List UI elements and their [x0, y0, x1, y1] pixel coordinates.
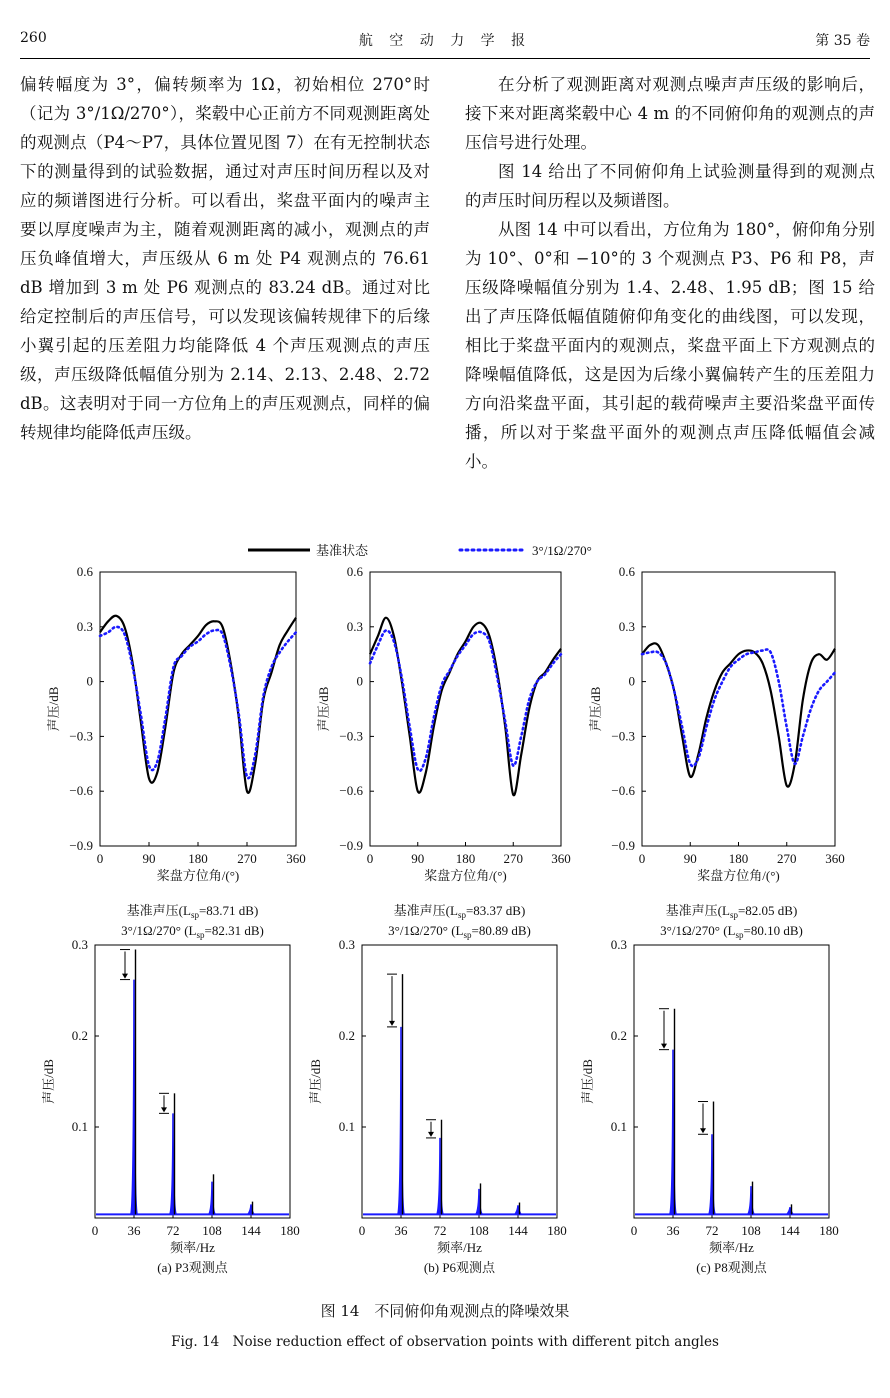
spectrum-header-controlled: 3°/1Ω/270° ($L_{sp}=80.10$ dB): [660, 923, 803, 940]
spectrum-header-baseline: 基准声压($L_{sp}=82.05$ dB): [665, 903, 798, 920]
x-tick-label: 144: [508, 1223, 528, 1238]
x-tick-label: 108: [202, 1223, 222, 1238]
volume-label: 第 35 卷: [815, 33, 870, 49]
paragraph: 从图 14 中可以看出，方位角为 180°，俯仰角分别为 10°、0°和 −10°的 3 个观测点 P3、P6 和 P8，声压级降噪幅值分别为 1.4、2.48、1.95 dB；图 15 给出了声压降低幅值随俯仰角变化的曲线图，可以发现，相比于桨盘平面内的观测点，桨盘平面上下方观测点的降噪幅值降低，这是因为后缘小翼偏转产生的压差阻力方向沿桨盘平面，其引起的载荷噪声主要沿桨盘平面传播，所以对于桨盘平面外的观测点声压降低幅值会减小。: [465, 220, 875, 471]
y-tick-label: 0.2: [338, 1028, 355, 1043]
y-tick-label: 0.3: [610, 937, 627, 952]
spectrum-header-baseline: 基准声压($L_{sp}=83.71$ dB): [126, 903, 259, 920]
spectrum-peak-controlled: [786, 1207, 794, 1214]
y-tick-label: 0.3: [338, 937, 355, 952]
paragraph: 偏转幅度为 3°，偏转频率为 1Ω，初始相位 270°时（记为 3°/1Ω/270°），桨毂中心正前方不同观测距离处的观测点（P4～P7，具体位置见图 7）在有无控制状态下的测量得到的试验数据，通过对声压时间历程以及对应的频谱图进行分析。可以看出，桨盘平面内的噪声主要以厚度噪声为主，随着观测距离的减小，观测点的声压负峰值增大，声压级从 6 m 处 P4 观测点的 76.61 dB 增加到 3 m 处 P6 观测点的 83.24 dB。通过对比给定控制后的声压信号，可以发现该偏转规律下的后缘小翼引起的压差阻力均能降低 4 个声压观测点的声压级，声压级降低幅值分别为 2.14、2.13、2.48、2.72 dB。这表明对于同一方位角上的声压观测点，同样的偏转规律均能降低声压级。: [20, 75, 430, 442]
x-tick-label: 72: [433, 1223, 447, 1238]
x-tick-label: 90: [142, 851, 156, 866]
x-axis-label: 频率/Hz: [437, 1240, 482, 1255]
time-history-panel-1: [46, 564, 306, 883]
x-axis-label: 频率/Hz: [170, 1240, 215, 1255]
x-tick-label: 360: [551, 851, 571, 866]
y-tick-label: 0.3: [76, 618, 93, 634]
y-tick-label: 0.3: [346, 618, 363, 634]
x-tick-label: 180: [188, 851, 208, 866]
x-tick-label: 72: [705, 1223, 719, 1238]
spectrum-header-controlled: 3°/1Ω/270° ($L_{sp}=80.89$ dB): [388, 923, 531, 940]
y-tick-label: 0.6: [346, 564, 363, 579]
y-tick-label: 0.1: [610, 1119, 627, 1134]
y-tick-label: 0.3: [71, 937, 88, 952]
x-tick-label: 36: [666, 1223, 680, 1238]
spectrum-peak-controlled: [169, 1113, 177, 1214]
y-tick-label: 0.3: [618, 618, 635, 634]
axes-frame: [370, 572, 561, 846]
x-tick-label: 72: [166, 1223, 180, 1238]
y-tick-label: −0.3: [339, 728, 363, 744]
y-tick-label: −0.6: [69, 783, 93, 799]
y-tick-label: 0: [356, 673, 363, 689]
x-tick-label: 0: [96, 851, 104, 866]
x-axis-label: 桨盘方位角/(°): [697, 868, 780, 883]
spectrum-panel-3: [580, 903, 839, 1275]
spectrum-panel-2: [308, 903, 567, 1275]
x-tick-label: 108: [469, 1223, 489, 1238]
spectrum-panel-1: [41, 903, 300, 1275]
x-tick-label: 180: [547, 1223, 567, 1238]
axes-frame: [100, 572, 296, 846]
spectrum-peak-controlled: [436, 1138, 444, 1214]
y-tick-label: −0.3: [611, 728, 635, 744]
x-tick-label: 144: [241, 1223, 261, 1238]
paragraph: 图 14 给出了不同俯仰角上试验测量得到的观测点的声压时间历程以及频谱图。: [465, 162, 875, 210]
x-tick-label: 270: [503, 851, 523, 866]
y-tick-label: 0.6: [618, 564, 635, 579]
page-number: 260: [20, 30, 47, 46]
reduction-arrow-head: [161, 1107, 167, 1112]
time-history-panel-3: [588, 564, 845, 883]
axes-frame: [642, 572, 835, 846]
subfigure-caption: (c) P8观测点: [696, 1260, 767, 1275]
y-tick-label: −0.6: [339, 783, 363, 799]
reduction-arrow-head: [122, 974, 128, 979]
spectrum-peak-controlled: [475, 1189, 483, 1214]
spectrum-peak-controlled: [208, 1182, 216, 1215]
spectrum-peak-controlled: [514, 1205, 522, 1214]
x-tick-label: 36: [394, 1223, 408, 1238]
x-tick-label: 360: [825, 851, 845, 866]
y-tick-label: −0.9: [69, 838, 93, 853]
x-tick-label: 90: [683, 851, 697, 866]
reduction-arrow-head: [700, 1128, 706, 1133]
subfigure-caption: (b) P6观测点: [423, 1260, 496, 1275]
y-tick-label: 0.2: [71, 1028, 88, 1043]
y-tick-label: 0.1: [71, 1119, 88, 1134]
y-axis-label: 声压/dB: [316, 686, 331, 732]
spectrum-peak-controlled: [130, 980, 138, 1215]
paragraph: 在分析了观测距离对观测点噪声声压级的影响后，接下来对距离桨毂中心 4 m 的不同俯仰角的观测点的声压信号进行处理。: [465, 75, 875, 152]
spectrum-peak-controlled: [247, 1204, 255, 1214]
x-axis-label: 桨盘方位角/(°): [156, 868, 240, 883]
spectrum-peak-controlled: [708, 1134, 716, 1214]
spectrum-header-controlled: 3°/1Ω/270° ($L_{sp}=82.31$ dB): [121, 923, 264, 940]
x-tick-label: 144: [780, 1223, 800, 1238]
y-tick-label: −0.9: [611, 838, 635, 853]
y-axis-label: 声压/dB: [580, 1059, 595, 1104]
axes-frame: [362, 945, 557, 1218]
time-history-panel-2: [316, 564, 571, 883]
subfigure-caption: (a) P3观测点: [157, 1260, 228, 1275]
y-tick-label: −0.9: [339, 838, 363, 853]
legend-label-controlled: 3°/1Ω/270°: [532, 543, 592, 558]
axes-frame: [95, 945, 290, 1218]
reduction-arrow-head: [428, 1132, 434, 1137]
reduction-arrow-head: [661, 1044, 667, 1049]
legend-label-baseline: 基准状态: [316, 543, 369, 558]
x-tick-label: 360: [286, 851, 306, 866]
x-axis-label: 桨盘方位角/(°): [424, 868, 507, 883]
spectrum-peak-controlled: [747, 1186, 755, 1214]
x-tick-label: 180: [455, 851, 476, 866]
series-line-controlled: [100, 627, 296, 778]
x-tick-label: 180: [819, 1223, 839, 1238]
y-tick-label: 0.1: [338, 1119, 355, 1134]
figure-caption-cn: 图 14 不同俯仰角观测点的降噪效果: [320, 1302, 570, 1320]
y-tick-label: −0.6: [611, 783, 635, 799]
y-tick-label: 0.2: [610, 1028, 627, 1043]
y-axis-label: 声压/dB: [41, 1059, 56, 1104]
spectrum-header-baseline: 基准声压($L_{sp}=83.37$ dB): [393, 903, 526, 920]
x-tick-label: 0: [630, 1223, 638, 1238]
axes-frame: [634, 945, 829, 1218]
y-tick-label: 0: [628, 673, 635, 689]
journal-title: 航 空 动 力 学 报: [358, 33, 532, 49]
y-tick-label: −0.3: [69, 728, 93, 744]
y-tick-label: 0.6: [76, 564, 93, 579]
x-axis-label: 频率/Hz: [709, 1240, 754, 1255]
x-tick-label: 0: [366, 851, 374, 866]
x-tick-label: 0: [91, 1223, 99, 1238]
series-line-controlled: [642, 649, 835, 766]
x-tick-label: 270: [237, 851, 257, 866]
y-axis-label: 声压/dB: [308, 1059, 323, 1104]
y-tick-label: 0: [86, 673, 93, 689]
series-line-controlled: [370, 630, 561, 771]
x-tick-label: 270: [777, 851, 797, 866]
reduction-arrow-head: [389, 1021, 395, 1026]
figure-legend: [248, 543, 592, 558]
x-tick-label: 0: [358, 1223, 366, 1238]
x-tick-label: 180: [280, 1223, 300, 1238]
y-axis-label: 声压/dB: [46, 686, 61, 732]
x-tick-label: 0: [638, 851, 646, 866]
x-tick-label: 180: [728, 851, 749, 866]
x-tick-label: 108: [741, 1223, 761, 1238]
spectrum-peak-controlled: [397, 1027, 405, 1214]
series-line-baseline: [642, 643, 835, 786]
figure-caption-en: Fig. 14 Noise reduction effect of observation points with different pitch angles: [171, 1334, 719, 1350]
x-tick-label: 90: [411, 851, 425, 866]
y-axis-label: 声压/dB: [588, 686, 603, 732]
spectrum-peak-controlled: [669, 1050, 677, 1215]
x-tick-label: 36: [127, 1223, 141, 1238]
